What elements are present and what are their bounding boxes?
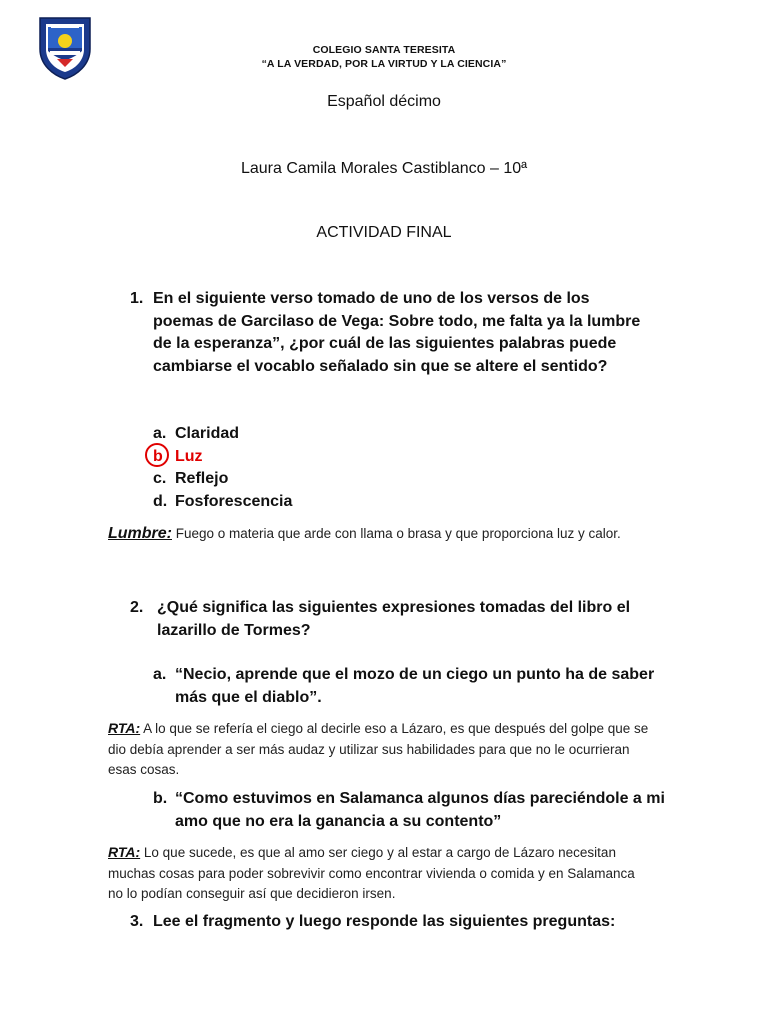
subquestion-text: “Como estuvimos en Salamanca algunos días pareciéndole a mi amo que no era la ganancia a su contento” xyxy=(175,790,665,830)
answer-text: Lo que sucede, es que al amo ser ciego y al estar a cargo de Lázaro necesitan muchas cosas para poder sobrevivir como encontrar vivienda o comida y en Salamanca no lo podían conseguir así que decidieron irsen. xyxy=(108,845,635,901)
question-2 xyxy=(130,597,650,642)
student-name: Laura Camila Morales Castiblanco – 10ª xyxy=(240,160,528,177)
question-number: 1. xyxy=(130,290,144,307)
activity-title: ACTIVIDAD FINAL xyxy=(316,224,452,241)
subquestion-b xyxy=(153,788,673,833)
definition-lumbre xyxy=(108,524,653,545)
highlighted-word: lumbre xyxy=(586,312,641,330)
subquestion-a xyxy=(153,664,673,709)
question-number: 2. xyxy=(130,599,144,616)
answer-a xyxy=(108,718,653,781)
definition-term: Lumbre: xyxy=(108,525,172,542)
question-3 xyxy=(130,911,650,934)
definition-text: Fuego o materia que arde con llama o brasa y que proporciona luz y calor. xyxy=(172,526,621,541)
question-text: ¿Qué significa las siguientes expresiones tomadas del libro el lazarillo de Tormes? xyxy=(157,599,631,639)
options-list xyxy=(153,423,292,513)
question-number: 3. xyxy=(130,913,144,930)
option-b-selected: b Luz xyxy=(153,446,292,469)
option-d: d. Fosforescencia xyxy=(153,492,293,510)
school-name: COLEGIO SANTA TERESITA xyxy=(312,44,456,56)
answer-label: RTA: xyxy=(108,844,141,860)
subject-title: Español décimo xyxy=(327,93,441,110)
option-a: a. Claridad xyxy=(153,425,240,442)
subquestion-letter: a. xyxy=(153,666,167,683)
option-c: c. Reflejo xyxy=(153,470,229,487)
question-text: En el siguiente verso tomado de uno de los versos de los poemas de Garcilaso de Vega: Sobre todo, me falta ya la lumbre de la esperanza”, ¿por cuál de las siguientes palabras puede cambiarse el vocablo señalado sin que se altere el sentido? xyxy=(153,290,641,375)
selection-circle-icon xyxy=(145,443,169,467)
answer-text: A lo que se refería el ciego al decirle eso a Lázaro, es que después del golpe que se dio debía aprender a ser más audaz y utilizar sus habilidades para que no le ocurrieran esas cosas. xyxy=(108,721,649,777)
question-text: Lee el fragmento y luego responde las siguientes preguntas: xyxy=(153,913,616,930)
school-motto: “A LA VERDAD, POR LA VIRTUD Y LA CIENCIA” xyxy=(261,58,507,70)
subquestion-letter: b. xyxy=(153,790,168,807)
question-1 xyxy=(130,288,650,378)
answer-label: RTA: xyxy=(108,720,141,736)
answer-b xyxy=(108,842,653,905)
subquestion-text: “Necio, aprende que el mozo de un ciego un punto ha de saber más que el diablo”. xyxy=(175,666,655,706)
